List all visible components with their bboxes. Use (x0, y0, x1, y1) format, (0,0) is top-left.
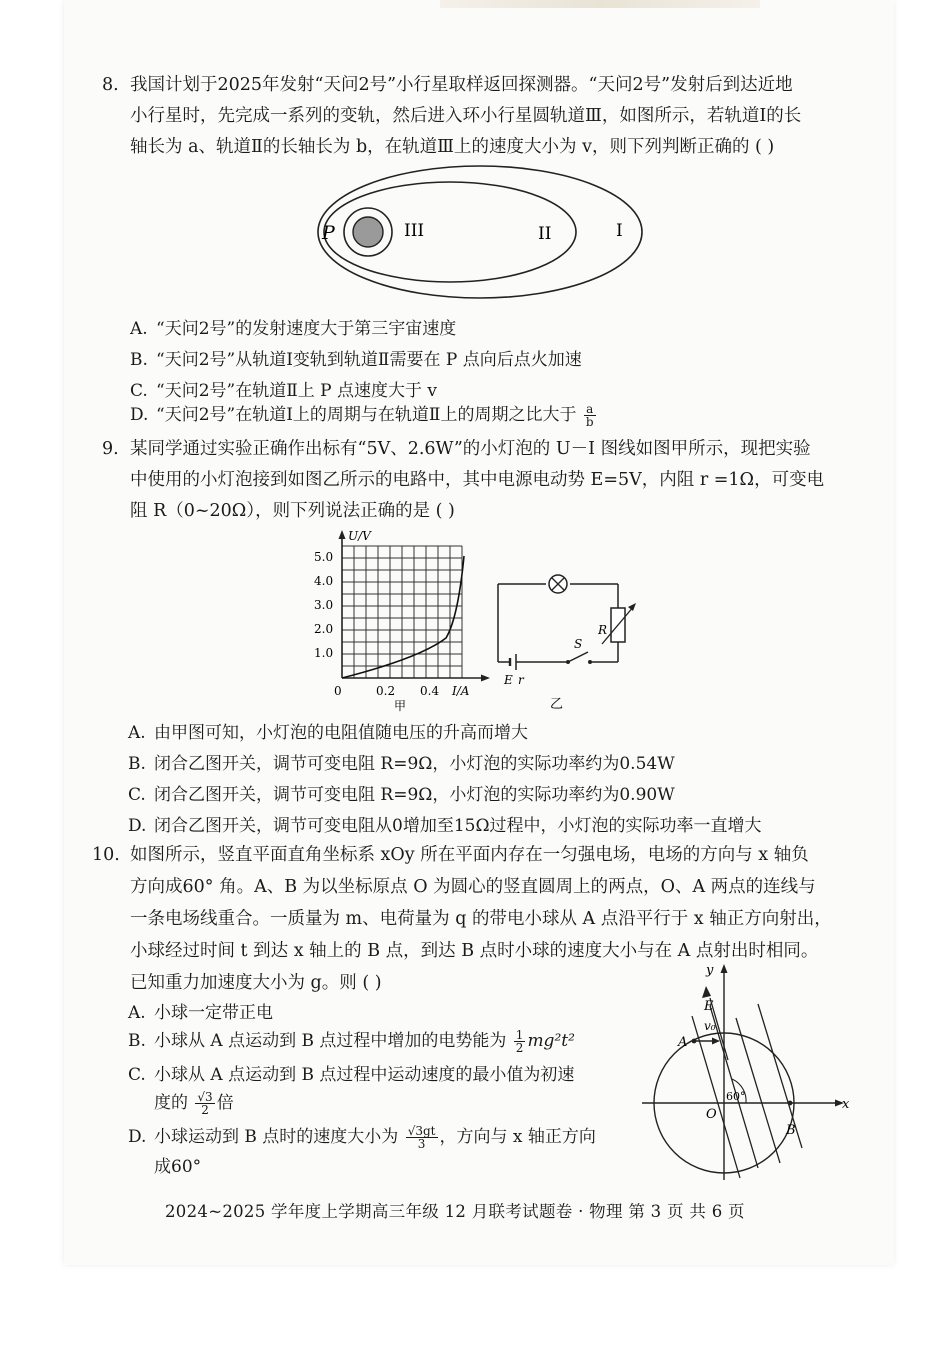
option-10a[interactable]: A. 小球一定带正电 (128, 1003, 273, 1023)
angle-label: 60° (726, 1090, 746, 1103)
y-tick: 5.0 (314, 550, 334, 564)
y-axis-label: U/V (348, 529, 371, 543)
option-8a[interactable]: A. “天问2号”的发射速度大于第三宇宙速度 (130, 319, 457, 339)
u-i-curve (342, 556, 464, 678)
x-axis-label: x (842, 1097, 850, 1112)
velocity-arrowhead (712, 1038, 720, 1045)
field-label: E (704, 999, 714, 1014)
question-text-line: 已知重力加速度大小为 g。则 ( ) (130, 973, 382, 993)
question-number: 10. (92, 845, 120, 865)
option-9c[interactable]: C. 闭合乙图开关，调节可变电阻 R=9Ω，小灯泡的实际功率约为0.90W (128, 785, 675, 805)
orbit-diagram (310, 160, 660, 310)
y-axis-arrow (721, 964, 728, 973)
question-text-line: 方向成60° 角。A、B 为以坐标原点 O 为圆心的竖直圆周上的两点，O、A 两点的连线与 (130, 877, 816, 897)
option-9b[interactable]: B. 闭合乙图开关，调节可变电阻 R=9Ω，小灯泡的实际功率约为0.54W (128, 754, 675, 774)
emf-label: E (504, 673, 513, 687)
question-text-line: 小行星时，先完成一系列的变轨，然后进入环小行星圆轨道Ⅲ，如图所示，若轨道Ⅰ的长 (130, 106, 802, 126)
option-8c[interactable]: C. “天问2号”在轨道Ⅱ上 P 点速度大于 v (130, 381, 438, 401)
resistor-arrowhead (628, 603, 636, 611)
orbit-1-label: I (616, 221, 623, 241)
fraction: $\frac{1}{2}$ (515, 1028, 524, 1055)
circuit-caption: 乙 (550, 697, 564, 710)
grid (342, 546, 462, 678)
option-8b[interactable]: B. “天问2号”从轨道Ⅰ变轨到轨道Ⅱ需要在 P 点向后点火加速 (130, 350, 582, 370)
question-text-line: 某同学通过实验正确作出标有“5V、2.6W”的小灯泡的 U－I 图线如图甲所示，现把实验 (130, 439, 811, 459)
field-arrow (702, 986, 711, 998)
question-text-line: 如图所示，竖直平面直角坐标系 xOy 所在平面内存在一匀强电场，电场的方向与 x 轴负 (130, 845, 809, 865)
question-text-line: 小球经过时间 t 到达 x 轴上的 B 点，到达 B 点时小球的速度大小与在 A 点射出时相同。 (130, 941, 819, 961)
orbit-2-label: II (538, 224, 552, 244)
question-number: 9. (102, 439, 119, 459)
y-axis-arrow (339, 530, 346, 539)
x-axis-arrow (481, 675, 490, 682)
circuit-diagram (490, 570, 650, 710)
page-footer: 2024~2025 学年度上学期高三年级 12 月联考试题卷 · 物理 第 3 页 共 6 页 (165, 1202, 745, 1221)
question-text-line: 阻 R（0~20Ω），则下列说法正确的是 ( ) (130, 501, 455, 521)
option-10b[interactable]: B. 小球从 A 点运动到 B 点过程中增加的电势能为 $\frac{1}{2}$ mg²t² (128, 1028, 575, 1055)
question-text-line: 一条电场线重合。一质量为 m、电荷量为 q 的带电小球从 A 点沿平行于 x 轴正方向射出， (130, 909, 832, 929)
question-number: 8. (102, 75, 119, 95)
switch-label: S (574, 637, 583, 651)
point-a-label: A (678, 1035, 688, 1050)
fraction: $\frac{√3}{2}$ (197, 1090, 213, 1117)
fraction: $\frac{√3gt}{3}$ (407, 1124, 436, 1151)
y-tick: 2.0 (314, 622, 334, 636)
field-line (710, 1006, 758, 1168)
field-diagram (640, 958, 855, 1183)
fraction: $\frac{a}{b}$ (585, 402, 594, 429)
scan-edge (440, 0, 760, 8)
option-9d[interactable]: D. 闭合乙图开关，调节可变电阻从0增加至15Ω过程中，小灯泡的实际功率一直增大 (128, 816, 762, 836)
x-axis-label: I/A (452, 684, 470, 698)
option-10d[interactable]: D. 小球运动到 B 点时的速度大小为 $\frac{√3gt}{3}$ ，方向与 x 轴正方向 (128, 1124, 596, 1151)
x-tick: 0.2 (376, 684, 396, 698)
u-i-graph (300, 528, 490, 713)
option-10c-cont: 度的 $\frac{√3}{2}$ 倍 (154, 1090, 234, 1117)
question-text-line: 中使用的小灯泡接到如图乙所示的电路中，其中电源电动势 E=5V，内阻 r =1Ω，可变电 (130, 470, 825, 490)
x-tick: 0.4 (420, 684, 440, 698)
point-p-label: P (322, 222, 335, 244)
point-b-label: B (786, 1123, 796, 1138)
point-b (788, 1101, 793, 1106)
internal-resistance-label: r (518, 673, 524, 687)
switch (568, 652, 588, 662)
option-10c[interactable]: C. 小球从 A 点运动到 B 点过程中运动速度的最小值为初速 (128, 1065, 575, 1085)
asteroid (353, 217, 383, 247)
option-8d[interactable]: D. “天问2号”在轨道Ⅰ上的周期与在轨道Ⅱ上的周期之比大于 $\frac{a}{b}$ (130, 402, 594, 429)
y-tick: 4.0 (314, 574, 334, 588)
y-tick: 3.0 (314, 598, 334, 612)
v0-label: v₀ (704, 1019, 716, 1033)
question-text-line: 我国计划于2025年发射“天问2号”小行星取样返回探测器。“天问2号”发射后到达近地 (130, 75, 793, 95)
resistor-label: R (598, 623, 608, 637)
orbit-3-label: III (404, 221, 425, 241)
y-tick: 1.0 (314, 646, 334, 660)
formula: mg²t² (527, 1031, 575, 1051)
option-9a[interactable]: A. 由甲图可知，小灯泡的电阻值随电压的升高而增大 (128, 723, 528, 743)
option-10d-cont: 成60° (154, 1157, 202, 1177)
point-a (692, 1039, 697, 1044)
y-axis-label: y (706, 963, 714, 978)
question-text-line: 轴长为 a、轨道Ⅱ的长轴长为 b，在轨道Ⅲ上的速度大小为 v，则下列判断正确的 ( ) (130, 137, 775, 157)
graph-caption: 甲 (394, 699, 407, 713)
x-tick: 0 (334, 684, 342, 698)
switch-contact (588, 660, 592, 664)
origin-label: O (706, 1107, 717, 1122)
